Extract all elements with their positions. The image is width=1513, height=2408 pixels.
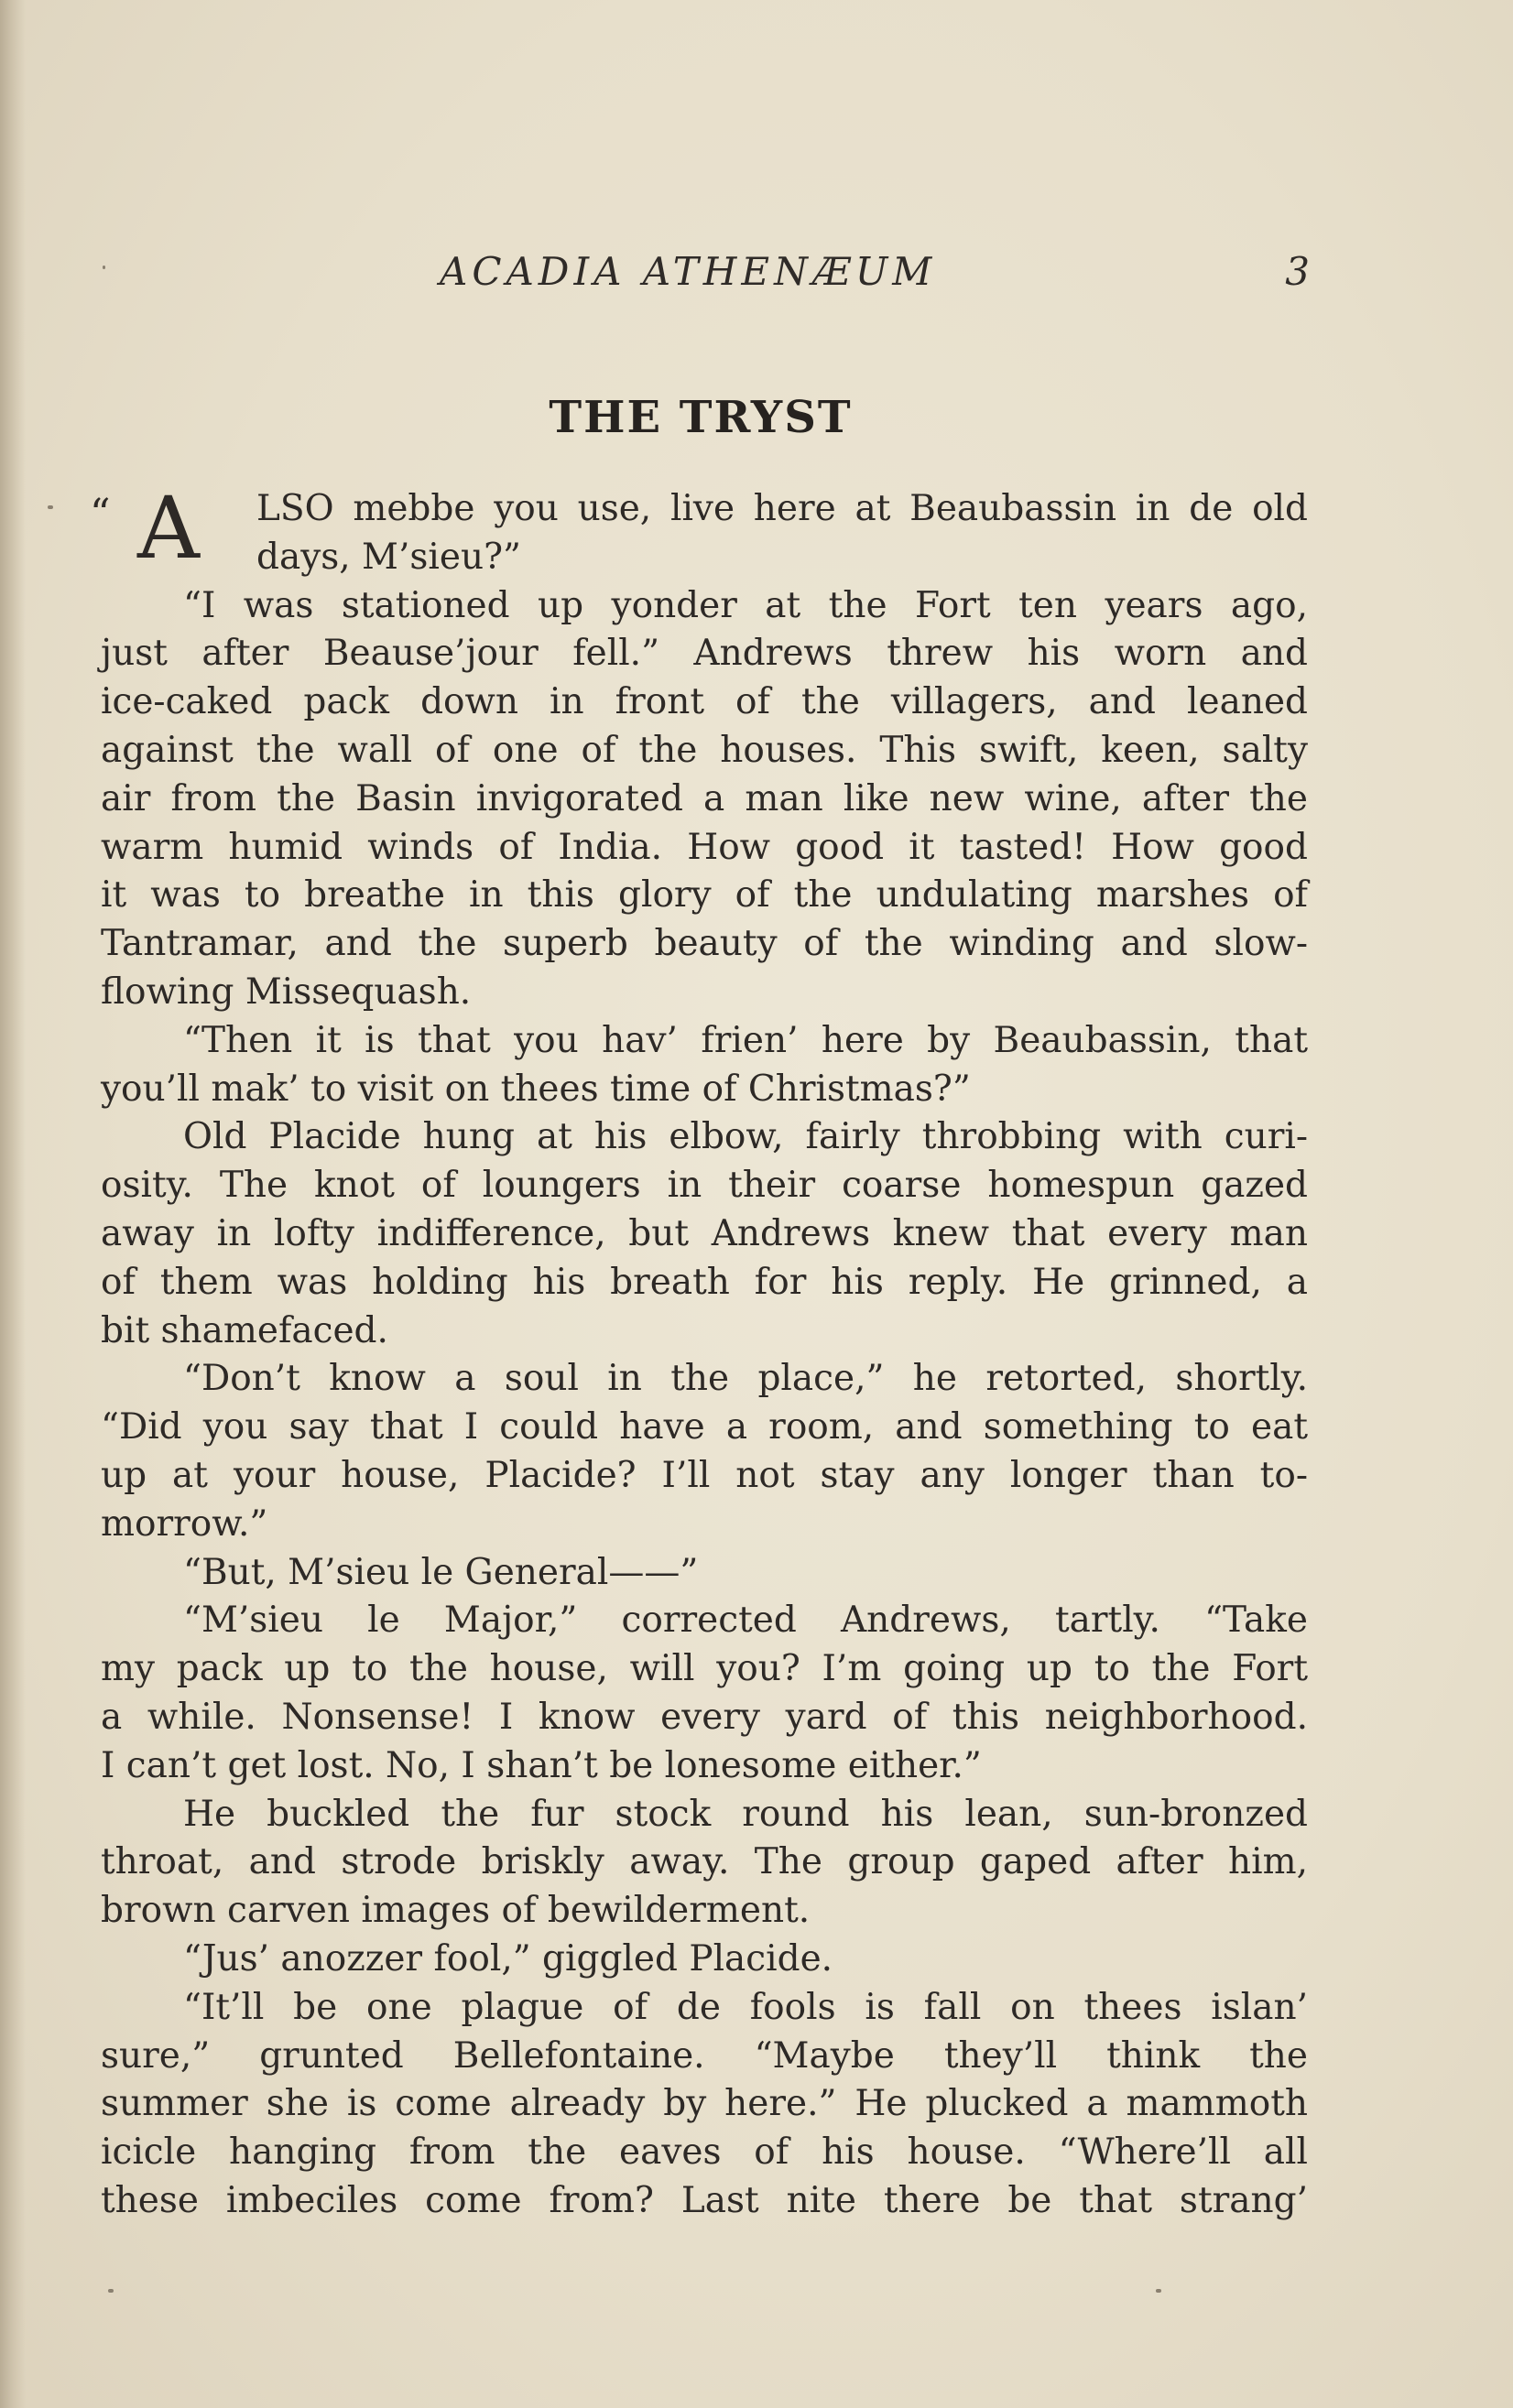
text-line: “Jus’ anozzer fool,” giggled Placide. bbox=[183, 1937, 833, 1980]
text-line: away in lofty indifference, but Andrews knew that every man bbox=[101, 1212, 1308, 1254]
text-line: morrow.” bbox=[101, 1502, 268, 1545]
text-line: air from the Basin invigorated a man like new wine, after the bbox=[101, 777, 1308, 819]
text-line: “It’ll be one plague of de fools is fall on thees islan’ bbox=[183, 1986, 1308, 2028]
text-line: days, M’sieu?” bbox=[256, 536, 521, 578]
text-line: LSO mebbe you use, live here at Beaubassin in de old bbox=[256, 488, 1308, 529]
text-line: these imbeciles come from? Last nite there be that strang’ bbox=[101, 2179, 1308, 2221]
paper-speck bbox=[48, 505, 53, 509]
article-body bbox=[90, 479, 1308, 2226]
text-line: “M’sieu le Major,” corrected Andrews, tartly. “Take bbox=[183, 1600, 1308, 1642]
paper-speck bbox=[108, 2289, 114, 2293]
text-line: Tantramar, and the superb beauty of the winding and slow- bbox=[101, 923, 1308, 965]
drop-cap-letter: A bbox=[137, 479, 200, 579]
text-line: throat, and strode briskly away. The group gaped after him, bbox=[101, 1841, 1308, 1883]
text-line: warm humid winds of India. How good it tasted! How good bbox=[101, 826, 1308, 868]
page-number: 3 bbox=[1285, 249, 1310, 294]
text-line: icicle hanging from the eaves of his house. “Where’ll all bbox=[101, 2131, 1308, 2174]
text-line: my pack up to the house, will you? I’m going up to the Fort bbox=[101, 1648, 1308, 1690]
text-line: against the wall of one of the houses. This swift, keen, salty bbox=[101, 729, 1308, 771]
text-line: Old Placide hung at his elbow, fairly throbbing with curi- bbox=[183, 1116, 1308, 1158]
text-line: up at your house, Placide? I’ll not stay any longer than to- bbox=[101, 1454, 1308, 1496]
text-line: ice-caked pack down in front of the villagers, and leaned bbox=[101, 681, 1308, 723]
text-line: “Then it is that you hav’ frien’ here by Beaubassin, that bbox=[183, 1019, 1308, 1061]
journal-title: ACADIA ATHENÆUM bbox=[440, 249, 937, 294]
text-line: He buckled the fur stock round his lean, sun-bronzed bbox=[183, 1793, 1308, 1835]
text-line: of them was holding his breath for his reply. He grinned, a bbox=[101, 1261, 1308, 1303]
text-line: bit shamefaced. bbox=[101, 1309, 388, 1351]
paper-speck bbox=[1156, 2289, 1161, 2293]
page-gutter-shadow bbox=[0, 0, 26, 2408]
text-line: a while. Nonsense! I know every yard of this neighborhood. bbox=[101, 1696, 1308, 1738]
text-line: “But, M’sieu le General——” bbox=[183, 1551, 699, 1593]
text-line: I can’t get lost. No, I shan’t be lonesome either.” bbox=[101, 1744, 982, 1786]
drop-cap bbox=[90, 479, 245, 582]
text-line: “I was stationed up yonder at the Fort ten years ago, bbox=[183, 584, 1308, 626]
running-header bbox=[101, 249, 1310, 304]
text-line: it was to breathe in this glory of the undulating marshes of bbox=[101, 874, 1308, 917]
text-line: brown carven images of bewilderment. bbox=[101, 1890, 811, 1932]
text-line: summer she is come already by here.” He plucked a mammoth bbox=[101, 2083, 1308, 2125]
text-line: “Don’t know a soul in the place,” he retorted, shortly. bbox=[183, 1358, 1308, 1400]
text-line: flowing Missequash. bbox=[101, 971, 472, 1013]
text-line: just after Beause’jour fell.” Andrews threw his worn and bbox=[101, 633, 1308, 675]
text-line: you’ll mak’ to visit on thees time of Christmas?” bbox=[101, 1068, 971, 1110]
paper-speck bbox=[103, 266, 105, 269]
text-line: osity. The knot of loungers in their coarse homespun gazed bbox=[101, 1165, 1308, 1207]
drop-cap-quote: “ bbox=[90, 491, 111, 537]
text-line: “Did you say that I could have a room, and something to eat bbox=[101, 1406, 1308, 1448]
article-title: THE TRYST bbox=[549, 392, 853, 443]
text-line: sure,” grunted Bellefontaine. “Maybe they’ll think the bbox=[101, 2034, 1308, 2077]
